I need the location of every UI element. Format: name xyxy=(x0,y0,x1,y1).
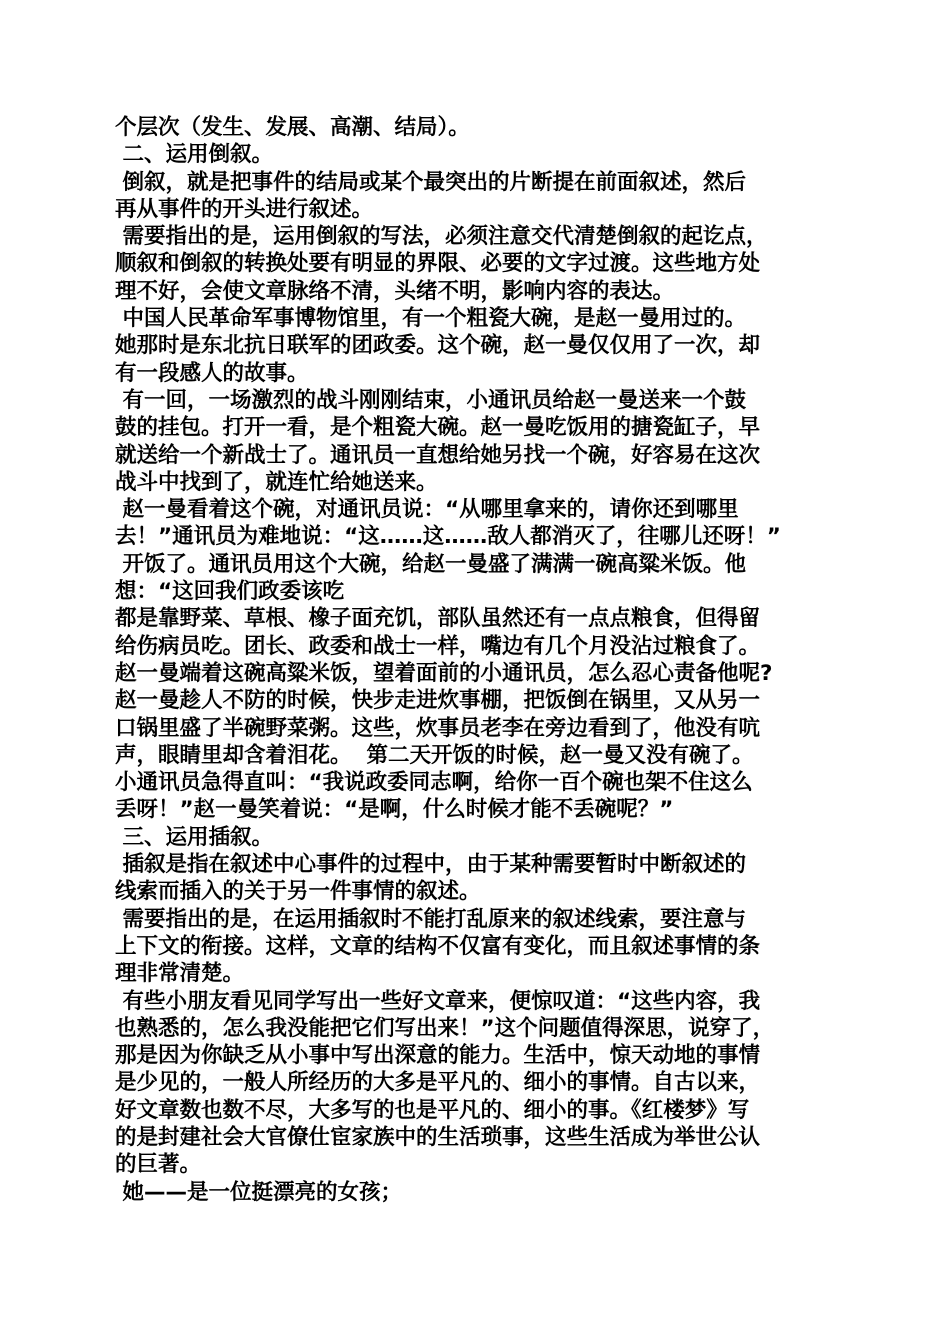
text-line: 去！”通讯员为难地说：“这……这……敌人都消灭了，往哪儿还呀！” xyxy=(115,524,781,550)
text-line: 插叙是指在叙述中心事件的过程中，由于某种需要暂时中断叙述的 xyxy=(115,852,746,878)
text-line: 鼓的挂包。打开一看，是个粗瓷大碗。赵一曼吃饭用的搪瓷缸子，早 xyxy=(115,415,761,441)
text-line: 赵一曼端着这碗高粱米饭，望着面前的小通讯员，怎么忍心责备他呢? xyxy=(115,660,773,686)
text-line: 都是靠野菜、草根、橡子面充饥，部队虽然还有一点点粮食，但得留 xyxy=(115,606,761,632)
text-line: 好文章数也数不尽，大多写的也是平凡的、细小的事。《红楼梦》写 xyxy=(115,1097,750,1123)
text-line: 理不好，会使文章脉络不清，头绪不明，影响内容的表达。 xyxy=(115,278,675,304)
section-heading: 二、运用倒叙。 xyxy=(115,142,273,168)
document-page xyxy=(115,114,855,1206)
text-line: 需要指出的是，运用倒叙的写法，必须注意交代清楚倒叙的起讫点， xyxy=(115,224,768,250)
text-line: 给伤病员吃。团长、政委和战士一样，嘴边有几个月没沾过粮食了。 xyxy=(115,633,761,659)
text-line: 倒叙，就是把事件的结局或某个最突出的片断提在前面叙述，然后 xyxy=(115,169,746,195)
section-heading: 三、运用插叙。 xyxy=(115,824,273,850)
text-line: 理非常清楚。 xyxy=(115,961,245,987)
text-line: 声，眼睛里却含着泪花。 第二天开饭的时候，赵一曼又没有碗了。 xyxy=(115,742,754,768)
text-line: 需要指出的是，在运用插叙时不能打乱原来的叙述线索，要注意与 xyxy=(115,906,746,932)
text-line: 线索而插入的关于另一件事情的叙述。 xyxy=(115,879,481,905)
text-line: 有一回，一场激烈的战斗刚刚结束，小通讯员给赵一曼送来一个鼓 xyxy=(115,387,746,413)
text-line: 的是封建社会大官僚仕宦家族中的生活琐事，这些生活成为举世公认 xyxy=(115,1124,761,1150)
text-line: 有些小朋友看见同学写出一些好文章来，便惊叹道：“这些内容，我 xyxy=(115,988,761,1014)
text-line: 的巨著。 xyxy=(115,1152,202,1178)
text-line: 那是因为你缺乏从小事中写出深意的能力。生活中，惊天动地的事情 xyxy=(115,1043,761,1069)
text-line: 赵一曼看着这个碗，对通讯员说：“从哪里拿来的，请你还到哪里 xyxy=(115,497,739,523)
text-line: 有一段感人的故事。 xyxy=(115,360,309,386)
text-line: 想：“这回我们政委该吃 xyxy=(115,579,345,605)
text-line: 是少见的，一般人所经历的大多是平凡的、细小的事情。自古以来， xyxy=(115,1070,761,1096)
text-line: 战斗中找到了，就连忙给她送来。 xyxy=(115,469,438,495)
text-line: 开饭了。通讯员用这个大碗，给赵一曼盛了满满一碗高粱米饭。他 xyxy=(115,551,746,577)
text-line: 口锅里盛了半碗野菜粥。这些，炊事员老李在旁边看到了，他没有吭 xyxy=(115,715,761,741)
text-line: 就送给一个新战士了。通讯员一直想给她另找一个碗，好容易在这次 xyxy=(115,442,761,468)
text-line: 中国人民革命军事博物馆里，有一个粗瓷大碗，是赵一曼用过的。 xyxy=(115,306,746,332)
text-line: 顺叙和倒叙的转换处要有明显的界限、必要的文字过渡。这些地方处 xyxy=(115,251,761,277)
text-line: 她——是一位挺漂亮的女孩； xyxy=(115,1179,402,1205)
text-line: 赵一曼趁人不防的时候，快步走进炊事棚，把饭倒在锅里，又从另一 xyxy=(115,688,761,714)
text-line: 她那时是东北抗日联军的团政委。这个碗，赵一曼仅仅用了一次，却 xyxy=(115,333,761,359)
text-line: 上下文的衔接。这样，文章的结构不仅富有变化，而且叙述事情的条 xyxy=(115,933,761,959)
text-line: 也熟悉的，怎么我没能把它们写出来！”这个问题值得深思，说穿了， xyxy=(115,1015,775,1041)
text-line: 个层次（发生、发展、高潮、结局）。 xyxy=(115,115,470,140)
text-line: 丢呀！”赵一曼笑着说：“是啊，什么时候才能不丢碗呢？” xyxy=(115,797,674,823)
text-line: 小通讯员急得直叫：“我说政委同志啊，给你一百个碗也架不住这么 xyxy=(115,770,753,796)
text-line: 再从事件的开头进行叙述。 xyxy=(115,196,374,222)
